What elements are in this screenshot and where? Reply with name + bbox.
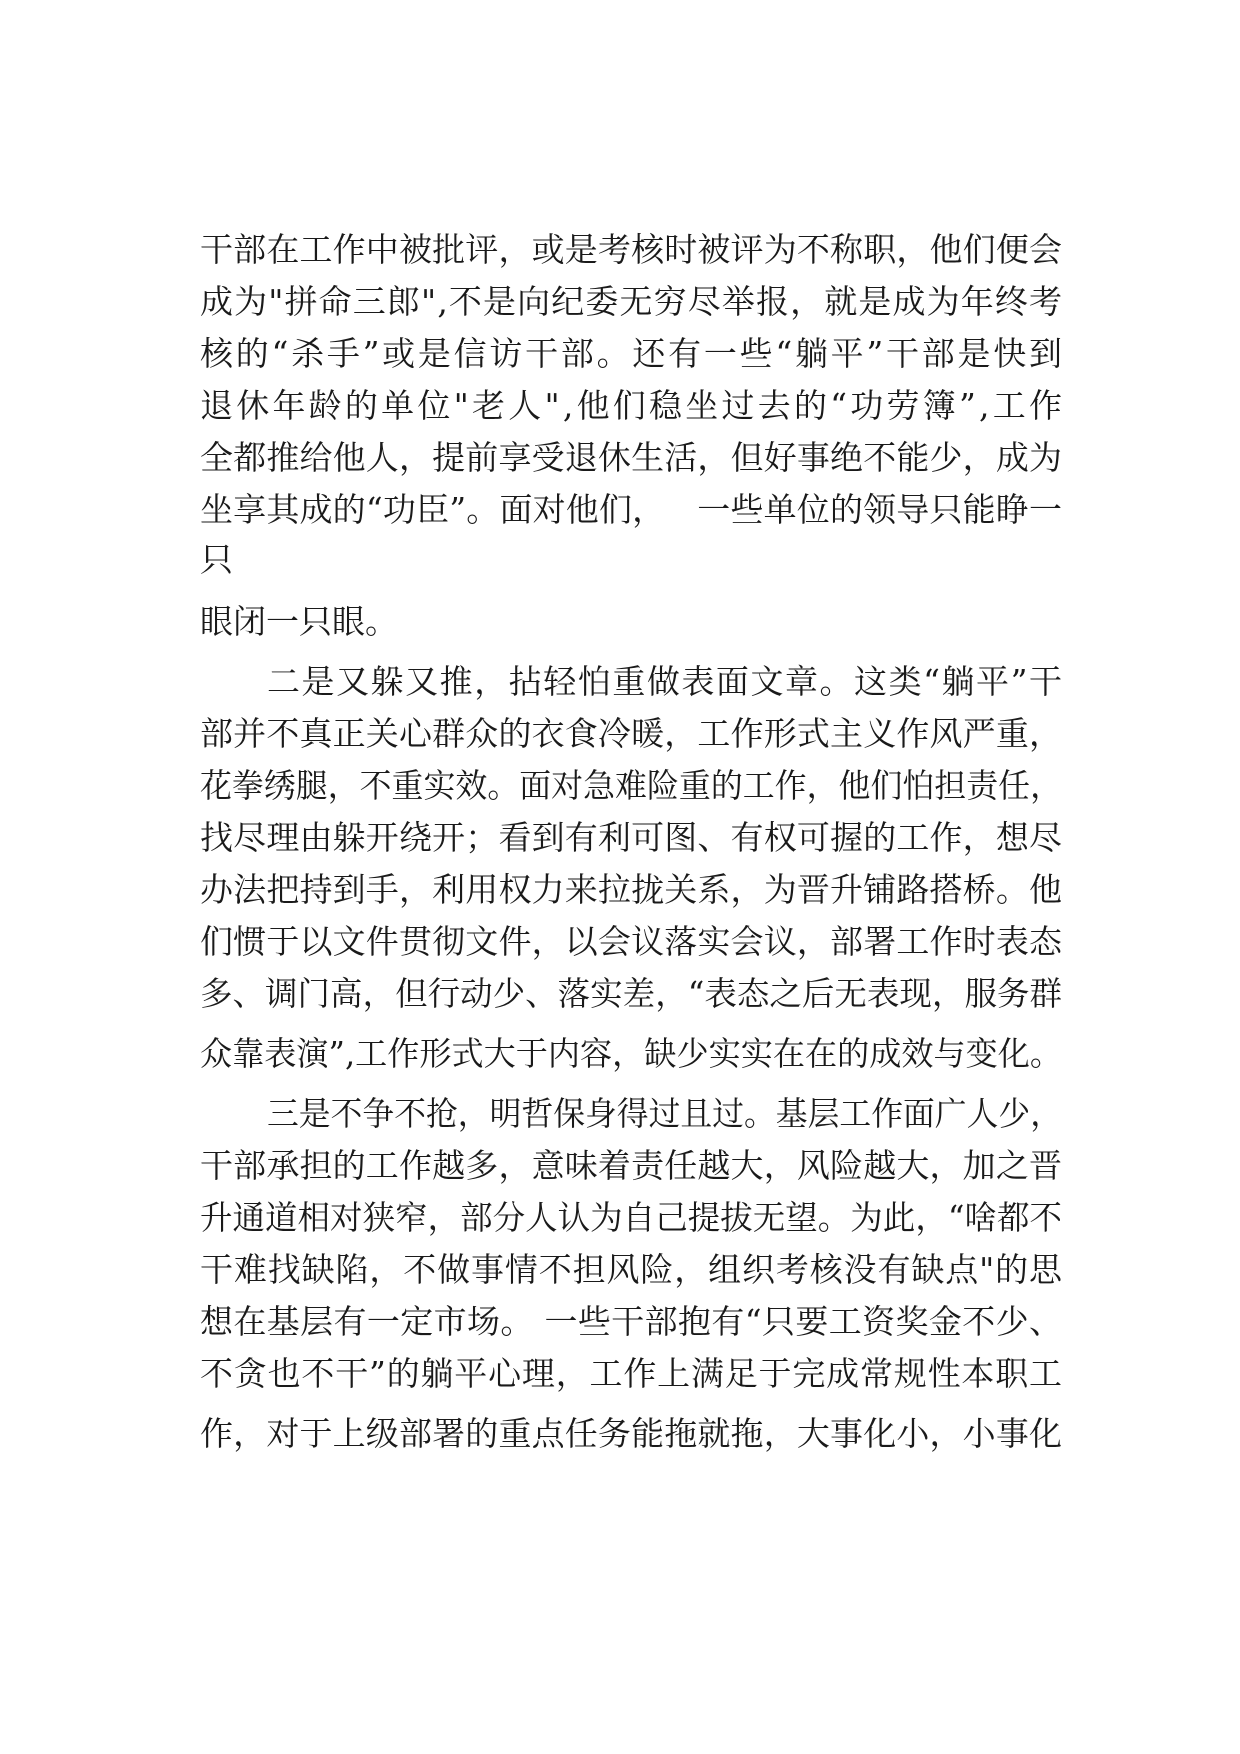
paragraph-line: 全都推给他人，提前享受退休生活，但好事绝不能少，成为 bbox=[200, 438, 1063, 477]
text-line bbox=[0, 652, 1240, 712]
text-line bbox=[0, 324, 1240, 384]
paragraph-line: 找尽理由躲开绕开；看到有利可图、有权可握的工作，想尽 bbox=[200, 818, 1063, 857]
paragraph-line: 核的“杀手”或是信访干部。还有一些“躺平”干部是快到 bbox=[200, 334, 1065, 373]
paragraph-line: 退休年龄的单位"老人",他们稳坐过去的“功劳簿”,工作 bbox=[200, 386, 1066, 425]
paragraph-line: 办法把持到手，利用权力来拉拢关系，为晋升铺路搭桥。他 bbox=[200, 870, 1063, 909]
paragraph-line: 想在基层有一定市场。 一些干部抱有“只要工资奖金不少、 bbox=[200, 1302, 1063, 1341]
text-line bbox=[0, 272, 1240, 332]
text-line bbox=[0, 964, 1240, 1024]
text-line bbox=[0, 704, 1240, 764]
paragraph-line: 眼闭一只眼。 bbox=[200, 602, 398, 641]
paragraph-line: 干部承担的工作越多，意味着责任越大，风险越大，加之晋 bbox=[200, 1146, 1063, 1185]
paragraph-line: 作，对于上级部署的重点任务能拖就拖，大事化小，小事化 bbox=[200, 1414, 1063, 1453]
paragraph-line: 花拳绣腿，不重实效。面对急难险重的工作，他们怕担责任， bbox=[200, 766, 1062, 805]
paragraph-line: 多、调门高，但行动少、落实差，“表态之后无表现，服务群 bbox=[200, 974, 1062, 1013]
text-line bbox=[0, 1292, 1240, 1352]
paragraph-line: 不贪也不干”的躺平心理，工作上满足于完成常规性本职工 bbox=[200, 1354, 1063, 1393]
text-line bbox=[0, 220, 1240, 280]
text-line bbox=[0, 808, 1240, 868]
text-line bbox=[0, 1240, 1240, 1300]
text-line bbox=[0, 1404, 1240, 1464]
paragraph-line: 只 bbox=[200, 540, 233, 579]
paragraph-line: 众靠表演”,工作形式大于内容，缺少实实在在的成效与变化。 bbox=[200, 1034, 1062, 1073]
text-line bbox=[0, 530, 1240, 590]
text-line bbox=[0, 428, 1240, 488]
text-line bbox=[0, 1136, 1240, 1196]
text-line bbox=[0, 1188, 1240, 1248]
paragraph-first-line: 三是不争不抢，明哲保身得过且过。基层工作面广人少， bbox=[267, 1094, 1062, 1133]
text-line bbox=[0, 1024, 1240, 1084]
paragraph-line: 升通道相对狭窄，部分人认为自己提拔无望。为此，“啥都不 bbox=[200, 1198, 1062, 1237]
text-line bbox=[0, 1344, 1240, 1404]
paragraph-line: 干部在工作中被批评，或是考核时被评为不称职，他们便会 bbox=[200, 230, 1063, 269]
paragraph-line: 部并不真正关心群众的衣食冷暖，工作形式主义作风严重， bbox=[200, 714, 1063, 753]
text-line bbox=[0, 1084, 1240, 1144]
text-line bbox=[0, 376, 1240, 436]
paragraph-line: 们惯于以文件贯彻文件，以会议落实会议，部署工作时表态 bbox=[200, 922, 1063, 961]
paragraph-line: 干难找缺陷，不做事情不担风险，组织考核没有缺点"的思 bbox=[200, 1250, 1063, 1289]
paragraph-first-line: 二是又躲又推，拈轻怕重做表面文章。这类“躺平”干 bbox=[267, 662, 1064, 701]
text-line bbox=[0, 860, 1240, 920]
paragraph-line: 成为"拼命三郎",不是向纪委无穷尽举报，就是成为年终考 bbox=[200, 282, 1064, 321]
text-line bbox=[0, 756, 1240, 816]
paragraph-line: 坐享其成的“功臣”。面对他们， 一些单位的领导只能睁一 bbox=[200, 490, 1063, 529]
text-line bbox=[0, 912, 1240, 972]
text-line bbox=[0, 592, 1240, 652]
